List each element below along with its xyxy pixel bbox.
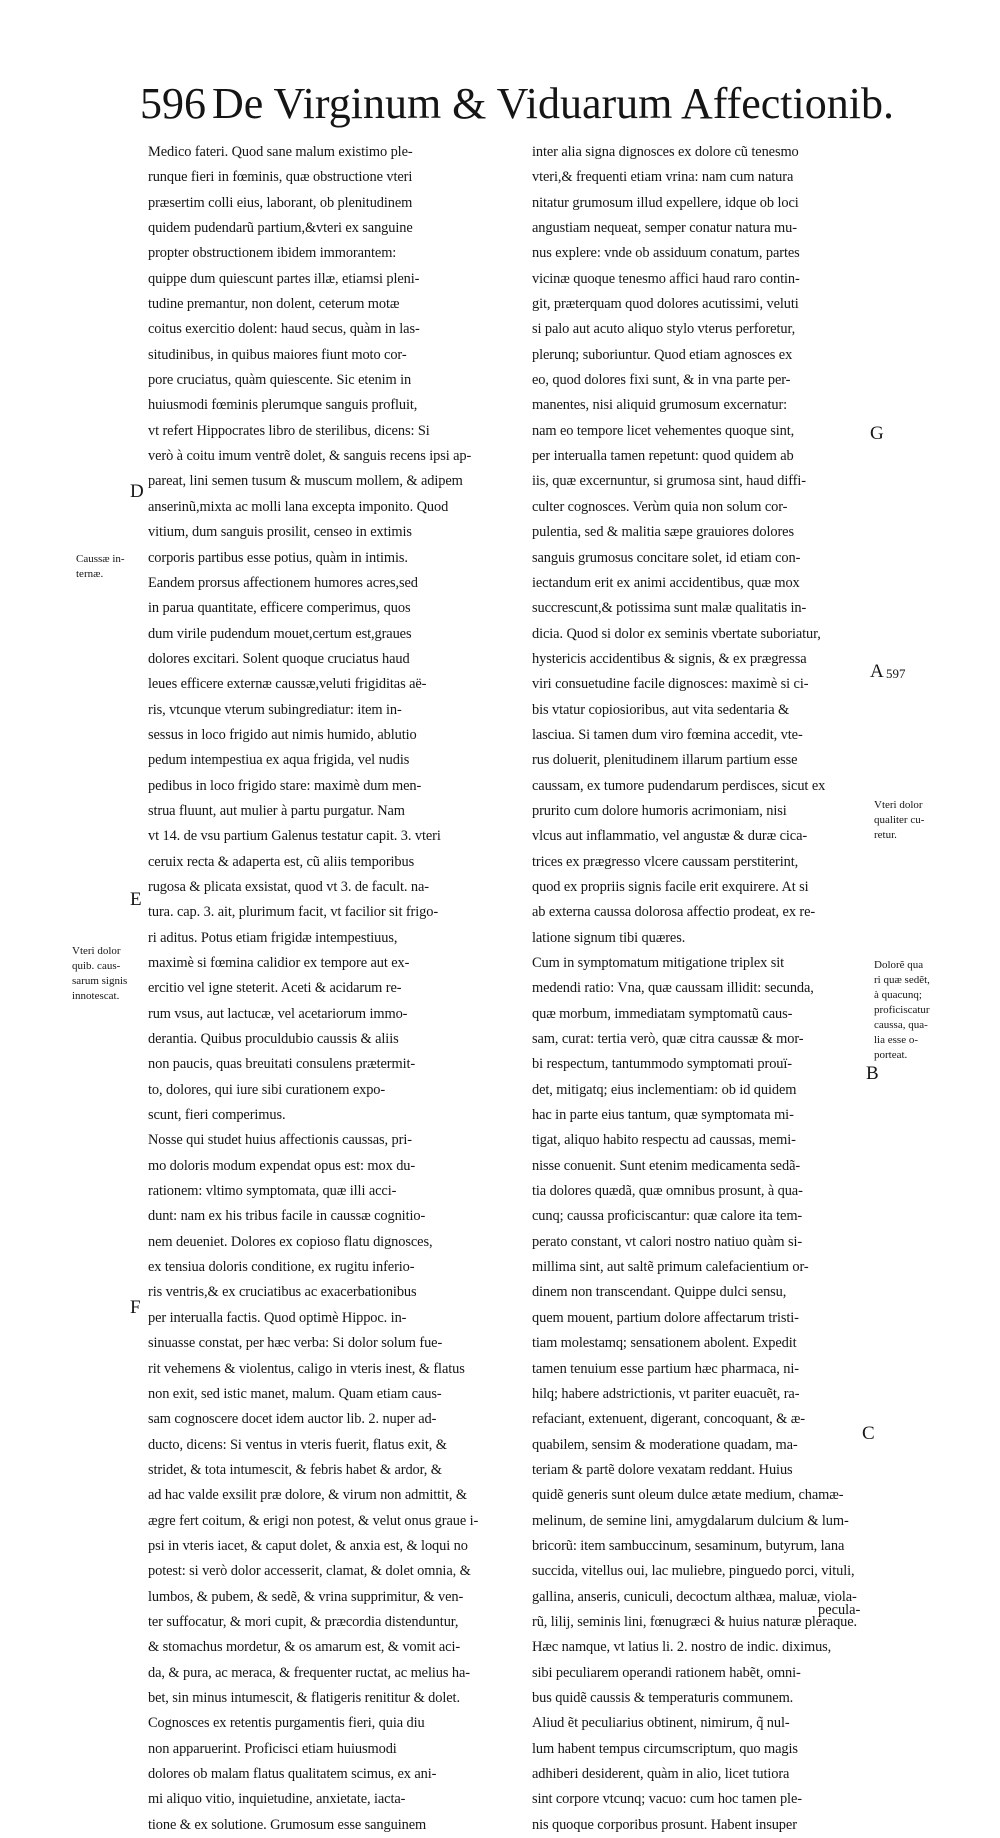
text-line: millima sint, aut saltẽ primum calefacientium or- [532,1259,809,1276]
running-title: De Virginum & Viduarum Affectionib. [212,79,894,128]
text-line: dolores excitari. Solent quoque cruciatus haud [148,650,410,667]
margin-note-uteri-dolor-signis [72,944,127,1004]
text-line: eo, quod dolores fixi sunt, & in vna parte per- [532,372,791,389]
margin-note-uteri-dolor-curatio [874,798,924,843]
text-line: dunt: nam ex his tribus facile in caussæ cognitio- [148,1208,426,1225]
text-line: non exit, sed istic manet, malum. Quam etiam caus- [148,1385,442,1402]
text-line: teriam & partẽ dolore vexatam reddant. Huius [532,1461,793,1478]
text-line: pedibus in loco frigido stare: maximè dum men- [148,777,422,794]
margin-note-dolore-sedantia [874,958,930,1063]
cross-reference-page-number: 597 [886,666,906,681]
text-line: angustiam nequeat, semper conatur natura mu- [532,220,797,237]
text-line: nus explere: vnde ob assiduum conatum, partes [532,245,800,262]
text-line: tione & ex solutione. Grumosum esse sanguinem [148,1816,427,1833]
margin-note-line: caussa, qua- [874,1019,928,1031]
text-line: da, & pura, ac meraca, & frequenter ructat, ac melius ha- [148,1664,470,1681]
text-line: quæ morbum, immediatam symptomatũ caus- [532,1005,793,1022]
text-line: & stomachus mordetur, & os amarum est, & vomit aci- [148,1639,461,1656]
margin-note-line: Vteri dolor [874,799,923,811]
text-line: stridet, & tota intumescit, & febris habet & ardor, & [148,1461,442,1478]
text-line: lasciua. Si tamen dum viro fœmina accedit, vte- [532,726,803,743]
text-line: situdinibus, in quibus maiores fiunt moto cor- [148,346,407,363]
text-line: per interualla tamen repetunt: quod quidem ab [532,448,794,465]
text-line: adhiberi desiderent, quàm in alio, licet tutiora [532,1766,790,1782]
text-line: vitium, dum sanguis prosilit, censeo in extimis [148,524,412,541]
text-line: succrescunt,& potissima sunt malæ qualitatis in- [532,600,807,617]
text-line: pulentia, sed & malitia sæpe grauiores dolores [532,524,794,541]
text-line: ægre fert coitum, & erigi non potest, & velut onus graue i- [148,1512,479,1529]
margin-note-line: innotescat. [72,990,120,1002]
text-line: tura. cap. 3. ait, plurimum facit, vt facilior sit frigo- [148,904,439,921]
text-line: nis quoque corporibus prosunt. Habent insuper [532,1816,797,1833]
margin-note-line: à quacunq; [874,989,922,1001]
text-line: verò à coitu imum ventrẽ dolet, & sanguis recens ipsi ap- [148,448,472,465]
margin-note-line: Dolorẽ qua [874,959,924,971]
text-line: Aliud ẽt peculiarius obtinent, nimirum, q̃ nul- [532,1715,790,1732]
text-line: cunq; caussa proficiscantur: quæ calore ita tem- [532,1208,803,1225]
text-line: git, præterquam quod dolores acutissimi, veluti [532,296,799,313]
text-line: hac in parte eius tantum, quæ symptomata mi- [532,1107,794,1124]
text-line: medendi ratio: Vna, quæ caussam illidit: secunda, [532,980,814,997]
text-line: prurito cum dolore humoris acrimoniam, nisi [532,802,787,819]
text-line: ceruix recta & adaperta est, cũ aliis temporibus [148,853,415,870]
text-line: dinem non transcendant. Quippe dulci sensu, [532,1284,787,1301]
section-letter-g: G [870,423,884,444]
text-line: quidem pudendarũ partium,&vteri ex sanguine [148,220,413,237]
text-line: ex tensiua doloris conditione, ex rugitu inferio- [148,1259,415,1276]
text-line: præsertim colli eius, laborant, ob plenitudinem [148,194,413,211]
text-line: bus quidẽ caussis & temperaturis communem. [532,1689,794,1706]
text-line: nitatur grumosum illud expellere, idque ob loci [532,194,799,211]
text-line: to, dolores, qui iure sibi curationem expo- [148,1081,386,1098]
section-letter-e: E [130,889,142,910]
page-number: 596 [140,79,206,128]
text-line: quod ex propriis signis facile erit exquirere. At si [532,878,809,895]
text-line: bi respectum, tantummodo symptomati prouï- [532,1056,792,1073]
text-line: rationem: vltimo symptomata, quæ illi acci- [148,1183,397,1200]
margin-note-line: qualiter cu- [874,814,925,826]
section-letter-b: B [866,1063,879,1084]
margin-note-line: Vteri dolor [72,945,121,957]
catchword: pecula- [818,1602,861,1618]
text-line: dum virile pudendum mouet,certum est,graues [148,625,412,642]
text-line: Hæc namque, vt latius li. 2. nostro de indic. diximus, [532,1639,832,1656]
text-line: corporis partibus esse potius, quàm in intimis. [148,549,408,566]
text-line: sanguis grumosus concitare solet, id etiam con- [532,549,801,566]
text-line: propter obstructionem ibidem immorantem: [148,245,397,262]
text-line: melinum, de semine lini, amygdalarum dulcium & lum- [532,1512,849,1529]
text-line: pedum intempestiua ex aqua frigida, vel nudis [148,752,410,769]
text-line: coitus exercitio dolent: haud secus, quàm in las- [148,321,420,338]
text-line: vicinæ quoque tenesmo affici haud raro contin- [532,270,800,287]
margin-note-line: lia esse o- [874,1034,918,1046]
text-line: ad hac valde exsilit præ dolore, & virum non admittit, & [148,1487,467,1504]
text-line: quem mouent, partium dolore affectarum tristi- [532,1309,799,1326]
text-line: psi in vteris iacet, & caput dolet, & anxia est, & loqui no [148,1537,468,1554]
text-line: anserinũ,mixta ac molli lana excepta imponito. Quod [148,498,449,515]
text-line: runque fieri in fœminis, quæ obstructione vteri [148,169,413,186]
text-line: ercitio vel igne steterit. Aceti & acidarum re- [148,980,402,997]
text-line: rus doluerit, plenitudinem illarum partium esse [532,752,798,769]
text-line: culter cognosces. Verùm quia non solum cor- [532,498,788,515]
text-line: ri aditus. Potus etiam frigidæ intempestiuus, [148,929,398,946]
text-line: bricorũ: item sambuccinum, sesaminum, butyrum, lana [532,1537,845,1554]
text-line: quidẽ generis sunt oleum dulce ætate medium, chamæ- [532,1487,844,1504]
text-line: tudine premantur, non dolent, ceterum motæ [148,296,400,313]
section-letter-c: C [862,1423,875,1444]
text-line: derantia. Quibus proculdubio caussis & aliis [148,1031,399,1048]
text-line: rum vsus, aut lactucæ, vel acetariorum immo- [148,1005,408,1022]
text-line: trices ex prægresso vlcere caussam perstiterint, [532,853,799,870]
text-line: plerunq; suboriuntur. Quod etiam agnosces ex [532,346,793,363]
text-line: tamen tenuium esse partium hæc pharmaca, ni- [532,1360,799,1377]
text-line: nisse conuenit. Sunt etenim medicamenta sedã- [532,1157,801,1174]
margin-note-line: ri quæ sedẽt, [874,974,930,986]
text-line: ris, vtcunque vterum subingrediatur: item in- [148,701,402,718]
text-line: quippe dum quiescunt partes illæ, etiamsi pleni- [148,270,420,287]
text-line: non apparuerint. Proficisci etiam huiusmodi [148,1740,397,1757]
text-line: quabilem, sensim & moderatione quadam, ma- [532,1436,798,1453]
text-line: pore cruciatus, quàm quiescente. Sic etenim in [148,372,412,389]
text-line: iectandum erit ex animi accidentibus, quæ mox [532,574,800,591]
text-line: det, mitigatq; eius inclementiam: ob id quidem [532,1081,797,1098]
text-line: ris ventris,& ex cruciatibus ac exacerbationibus [148,1284,417,1301]
text-line: tiam molestamq; sensationem abolent. Expedit [532,1335,797,1352]
section-letter-a: A [870,661,884,682]
text-line: viri consuetudine facile dignosces: maximè si ci- [532,676,809,693]
text-line: sessus in loco frigido aut nimis humido, ablutio [148,726,417,743]
text-line: tia dolores quædã, quæ omnibus prosunt, à qua- [532,1183,803,1200]
text-line: strua fluunt, aut mulier à partu purgatur. Nam [148,802,405,819]
margin-note-line: sarum signis [72,975,128,987]
text-line: non paucis, quas breuitati consulens prætermit- [148,1056,416,1073]
text-line: potest: si verò dolor accesserit, clamat, & dolet omnia, & [148,1563,471,1580]
text-line: gallina, anseris, cuniculi, decoctum althæa, maluæ, viola- [532,1588,857,1605]
text-line: succida, vitellus oui, lac muliebre, pinguedo porci, vituli, [532,1563,855,1580]
text-line: pareat, lini semen tusum & muscum mollem, & adipem [148,473,463,490]
text-line: iis, quæ excernuntur, si grumosa sint, haud diffi- [532,473,806,490]
margin-note-line: Caussæ in- [76,553,125,565]
text-line: per interualla factis. Quod optimè Hippoc. in- [148,1309,407,1326]
text-line: Cum in symptomatum mitigatione triplex sit [532,955,785,971]
text-line: leues efficere externæ caussæ,veluti frigiditas aë- [148,676,427,693]
text-line: ter suffocatur, & mori cupit, & præcordia distenduntur, [148,1613,459,1630]
text-line: latione signum tibi quæres. [532,929,686,946]
text-line: maximè si fœmina calidior ex tempore aut ex- [148,955,410,971]
text-line: hystericis accidentibus & signis, & ex prægressa [532,650,807,667]
left-column [148,140,514,1838]
text-line: sam, curat: tertia verò, quæ citra caussæ & mor- [532,1031,804,1048]
text-line: Eandem prorsus affectionem humores acres,sed [148,574,418,591]
text-line: perato constant, vt calori nostro natiuo quàm si- [532,1233,803,1250]
text-line: mi aliquo vitio, inquietudine, anxietate, iacta- [148,1791,406,1808]
text-line: Medico fateri. Quod sane malum existimo ple- [148,144,413,160]
text-line: bis vtatur copiosioribus, aut vita sedentaria & [532,701,790,718]
section-letter-d: D [130,481,144,502]
text-line: sinuasse constat, per hæc verba: Si dolor solum fue- [148,1335,443,1352]
text-line: sibi peculiarem operandi rationem habẽt, omni- [532,1664,801,1681]
margin-note-line: ternæ. [76,568,104,580]
text-line: lum habent tempus circumscriptum, quo magis [532,1740,798,1757]
text-line: in parua quantitate, efficere comperimus, quos [148,600,411,617]
section-letter-f: F [130,1297,141,1318]
text-line: Cognosces ex retentis purgamentis fieri, quia diu [148,1715,425,1732]
text-line: refaciant, extenuent, digerant, concoquant, & æ- [532,1411,805,1428]
margin-note-line: proficiscatur [874,1004,930,1016]
text-line: nam eo tempore licet vehementes quoque sint, [532,422,795,439]
page-header [140,78,894,130]
text-line: sint corpore vtcunq; vacuo: cum hoc tamen ple- [532,1791,802,1808]
text-line: Nosse qui studet huius affectionis caussas, pri- [148,1132,412,1149]
text-line: rit vehemens & violentus, caligo in vteris inest, & flatus [148,1360,465,1377]
right-column [532,140,868,1838]
text-line: vt 14. de vsu partium Galenus testatur capit. 3. vteri [148,828,441,845]
text-line: sam cognoscere docet idem auctor lib. 2. nuper ad- [148,1411,437,1428]
text-line: vt refert Hippocrates libro de sterilibus, dicens: Si [148,422,430,439]
margin-note-line: porteat. [874,1049,908,1061]
text-line: si palo aut acuto aliquo stylo vterus perforetur, [532,321,796,338]
text-line: bet, sin minus intumescit, & flatigeris renititur & dolet. [148,1689,460,1706]
text-line: rũ, lilij, seminis lini, fœnugræci & huius naturæ pleraque. [532,1613,858,1630]
text-line: vlcus aut inflammatio, vel angustæ & duræ cica- [532,828,808,845]
margin-note-causae-internae [76,552,125,582]
margin-note-line: quib. caus- [72,960,121,972]
text-line: huiusmodi fœminis plerumque sanguis profluit, [148,397,418,414]
text-line: caussam, ex tumore pudendarum perdisces, sicut ex [532,777,826,794]
margin-note-line: retur. [874,829,897,841]
text-line: mo doloris modum expendat opus est: mox du- [148,1157,416,1174]
text-line: hilq; habere adstrictionis, vt pariter euacuẽt, ra- [532,1385,800,1402]
text-line: rugosa & plicata exsistat, quod vt 3. de facult. na- [148,878,429,895]
text-line: inter alia signa dignosces ex dolore cũ tenesmo [532,144,799,160]
text-line: tigat, aliquo habito respectu ad caussas, memi- [532,1132,796,1149]
text-line: scunt, fieri comperimus. [148,1107,286,1124]
text-line: vteri,& frequenti etiam vrina: nam cum natura [532,169,794,186]
text-line: dicia. Quod si dolor ex seminis vbertate suboriatur, [532,625,821,642]
text-line: manentes, nisi aliquid grumosum excernatur: [532,397,788,414]
text-line: dolores ob malam flatus qualitatem scimus, ex ani- [148,1766,437,1782]
text-line: ducto, dicens: Si ventus in vteris fuerit, flatus exit, & [148,1436,447,1453]
text-line: lumbos, & pubem, & sedẽ, & vrina supprimitur, & ven- [148,1588,464,1605]
text-line: nem deueniet. Dolores ex copioso flatu dignosces, [148,1233,433,1250]
text-line: ab externa caussa dolorosa affectio prodeat, ex re- [532,904,816,921]
